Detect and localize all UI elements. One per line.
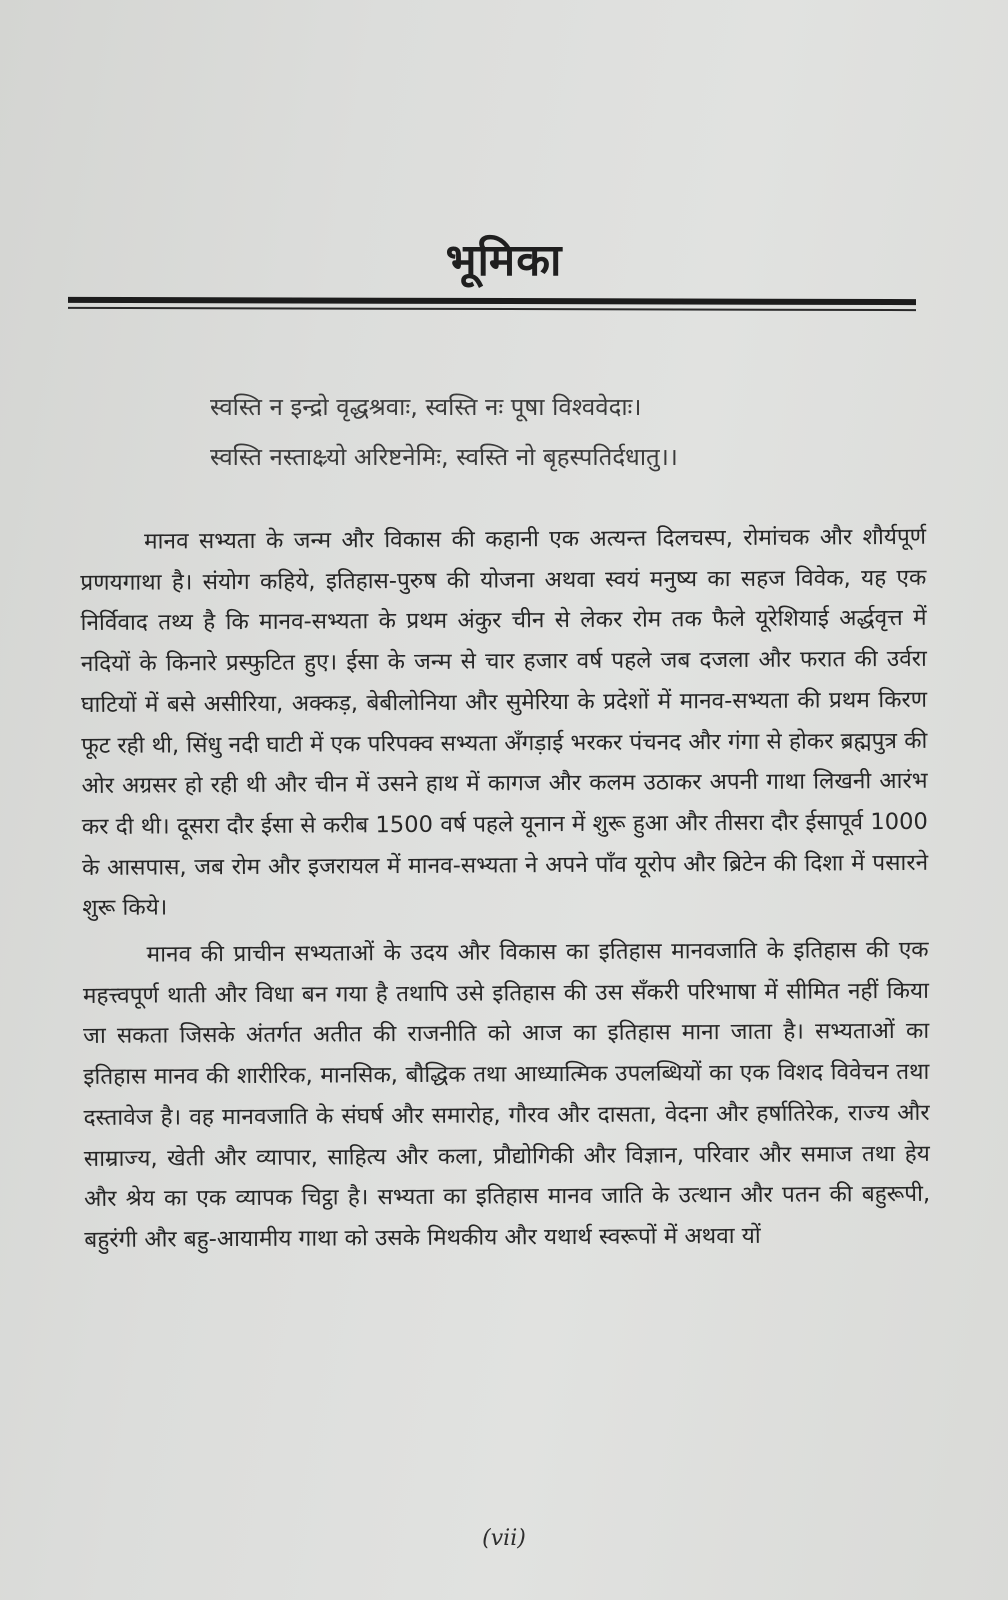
sanskrit-verse — [210, 382, 850, 482]
page-number: (vii) — [482, 1526, 526, 1551]
paragraph-2: मानव की प्राचीन सभ्यताओं के उदय और विकास का इतिहास मानवजाति के इतिहास की एक महत्त्वपूर्ण थाती और विधा बन गया है तथापि उसे इतिहास की उस सँकरी परिभाषा में सीमित नहीं किया जा सकता जिसके अंतर्गत अतीत की राजनीति को आज का इतिहास माना जाता है। सभ्यताओं का इतिहास मानव की शारीरिक, मानसिक, बौद्धिक तथा आध्यात्मिक उपलब्धियों का एक विशद विवेचन तथा दस्तावेज है। वह मानवजाति के संघर्ष और समारोह, गौरव और दासता, वेदना और हर्षातिरेक, राज्य और साम्राज्य, खेती और व्यापार, साहित्य और कला, प्रौद्योगिकी और विज्ञान, परिवार और समाज तथा हेय और श्रेय का एक व्यापक चिट्ठा है। सभ्यता का इतिहास मानव जाति के उत्थान और पतन की बहुरूपी, बहुरंगी और बहु-आयामीय गाथा को उसके मिथकीय और यथार्थ स्वरूपों में अथवा यों — [82, 936, 931, 1253]
paragraph-1: मानव सभ्यता के जन्म और विकास की कहानी एक अत्यन्त दिलचस्प, रोमांचक और शौर्यपूर्ण प्रणयगाथा है। संयोग कहिये, इतिहास-पुरुष की योजना अथवा स्वयं मनुष्य का सहज विवेक, यह एक निर्विवाद तथ्य है कि मानव-सभ्यता के प्रथम अंकुर चीन से लेकर रोम तक फैले यूरेशियाई अर्द्धवृत्त में नदियों के किनारे प्रस्फुटित हुए। ईसा के जन्म से चार हजार वर्ष पहले जब दजला और फरात की उर्वरा घाटियों में बसे असीरिया, अक्कड़, बेबीलोनिया और सुमेरिया के प्रदेशों में मानव-सभ्यता की प्रथम किरण फूट रही थी, सिंधु नदी घाटी में एक परिपक्व सभ्यता अँगड़ाई भरकर पंचनद और गंगा से होकर ब्रह्मपुत्र की ओर अग्रसर हो रही थी और चीन में उसने हाथ में कागज और कलम उठाकर अपनी गाथा लिखनी आरंभ कर दी थी। दूसरा दौर ईसा से करीब 1500 वर्ष पहले यूनान में शुरू हुआ और तीसरा दौर ईसापूर्व 1000 के आसपास, जब रोम और इजरायल में मानव-सभ्यता ने अपने पाँव यूरोप और ब्रिटेन की दिशा में पसारने शुरू किये। — [80, 523, 929, 922]
verse-line-1: स्वस्ति न इन्द्रो वृद्धश्रवाः, स्वस्ति नः पूषा विश्ववेदाः। — [210, 393, 642, 421]
title-rule-thick — [68, 297, 916, 305]
verse-line-2: स्वस्ति नस्ताक्ष्र्यो अरिष्टनेमिः, स्वस्ति नो बृहस्पतिर्दधातु।। — [210, 443, 678, 471]
page-title: भूमिका — [445, 235, 563, 286]
title-rule-thin — [68, 307, 916, 311]
body-text — [80, 517, 931, 1267]
